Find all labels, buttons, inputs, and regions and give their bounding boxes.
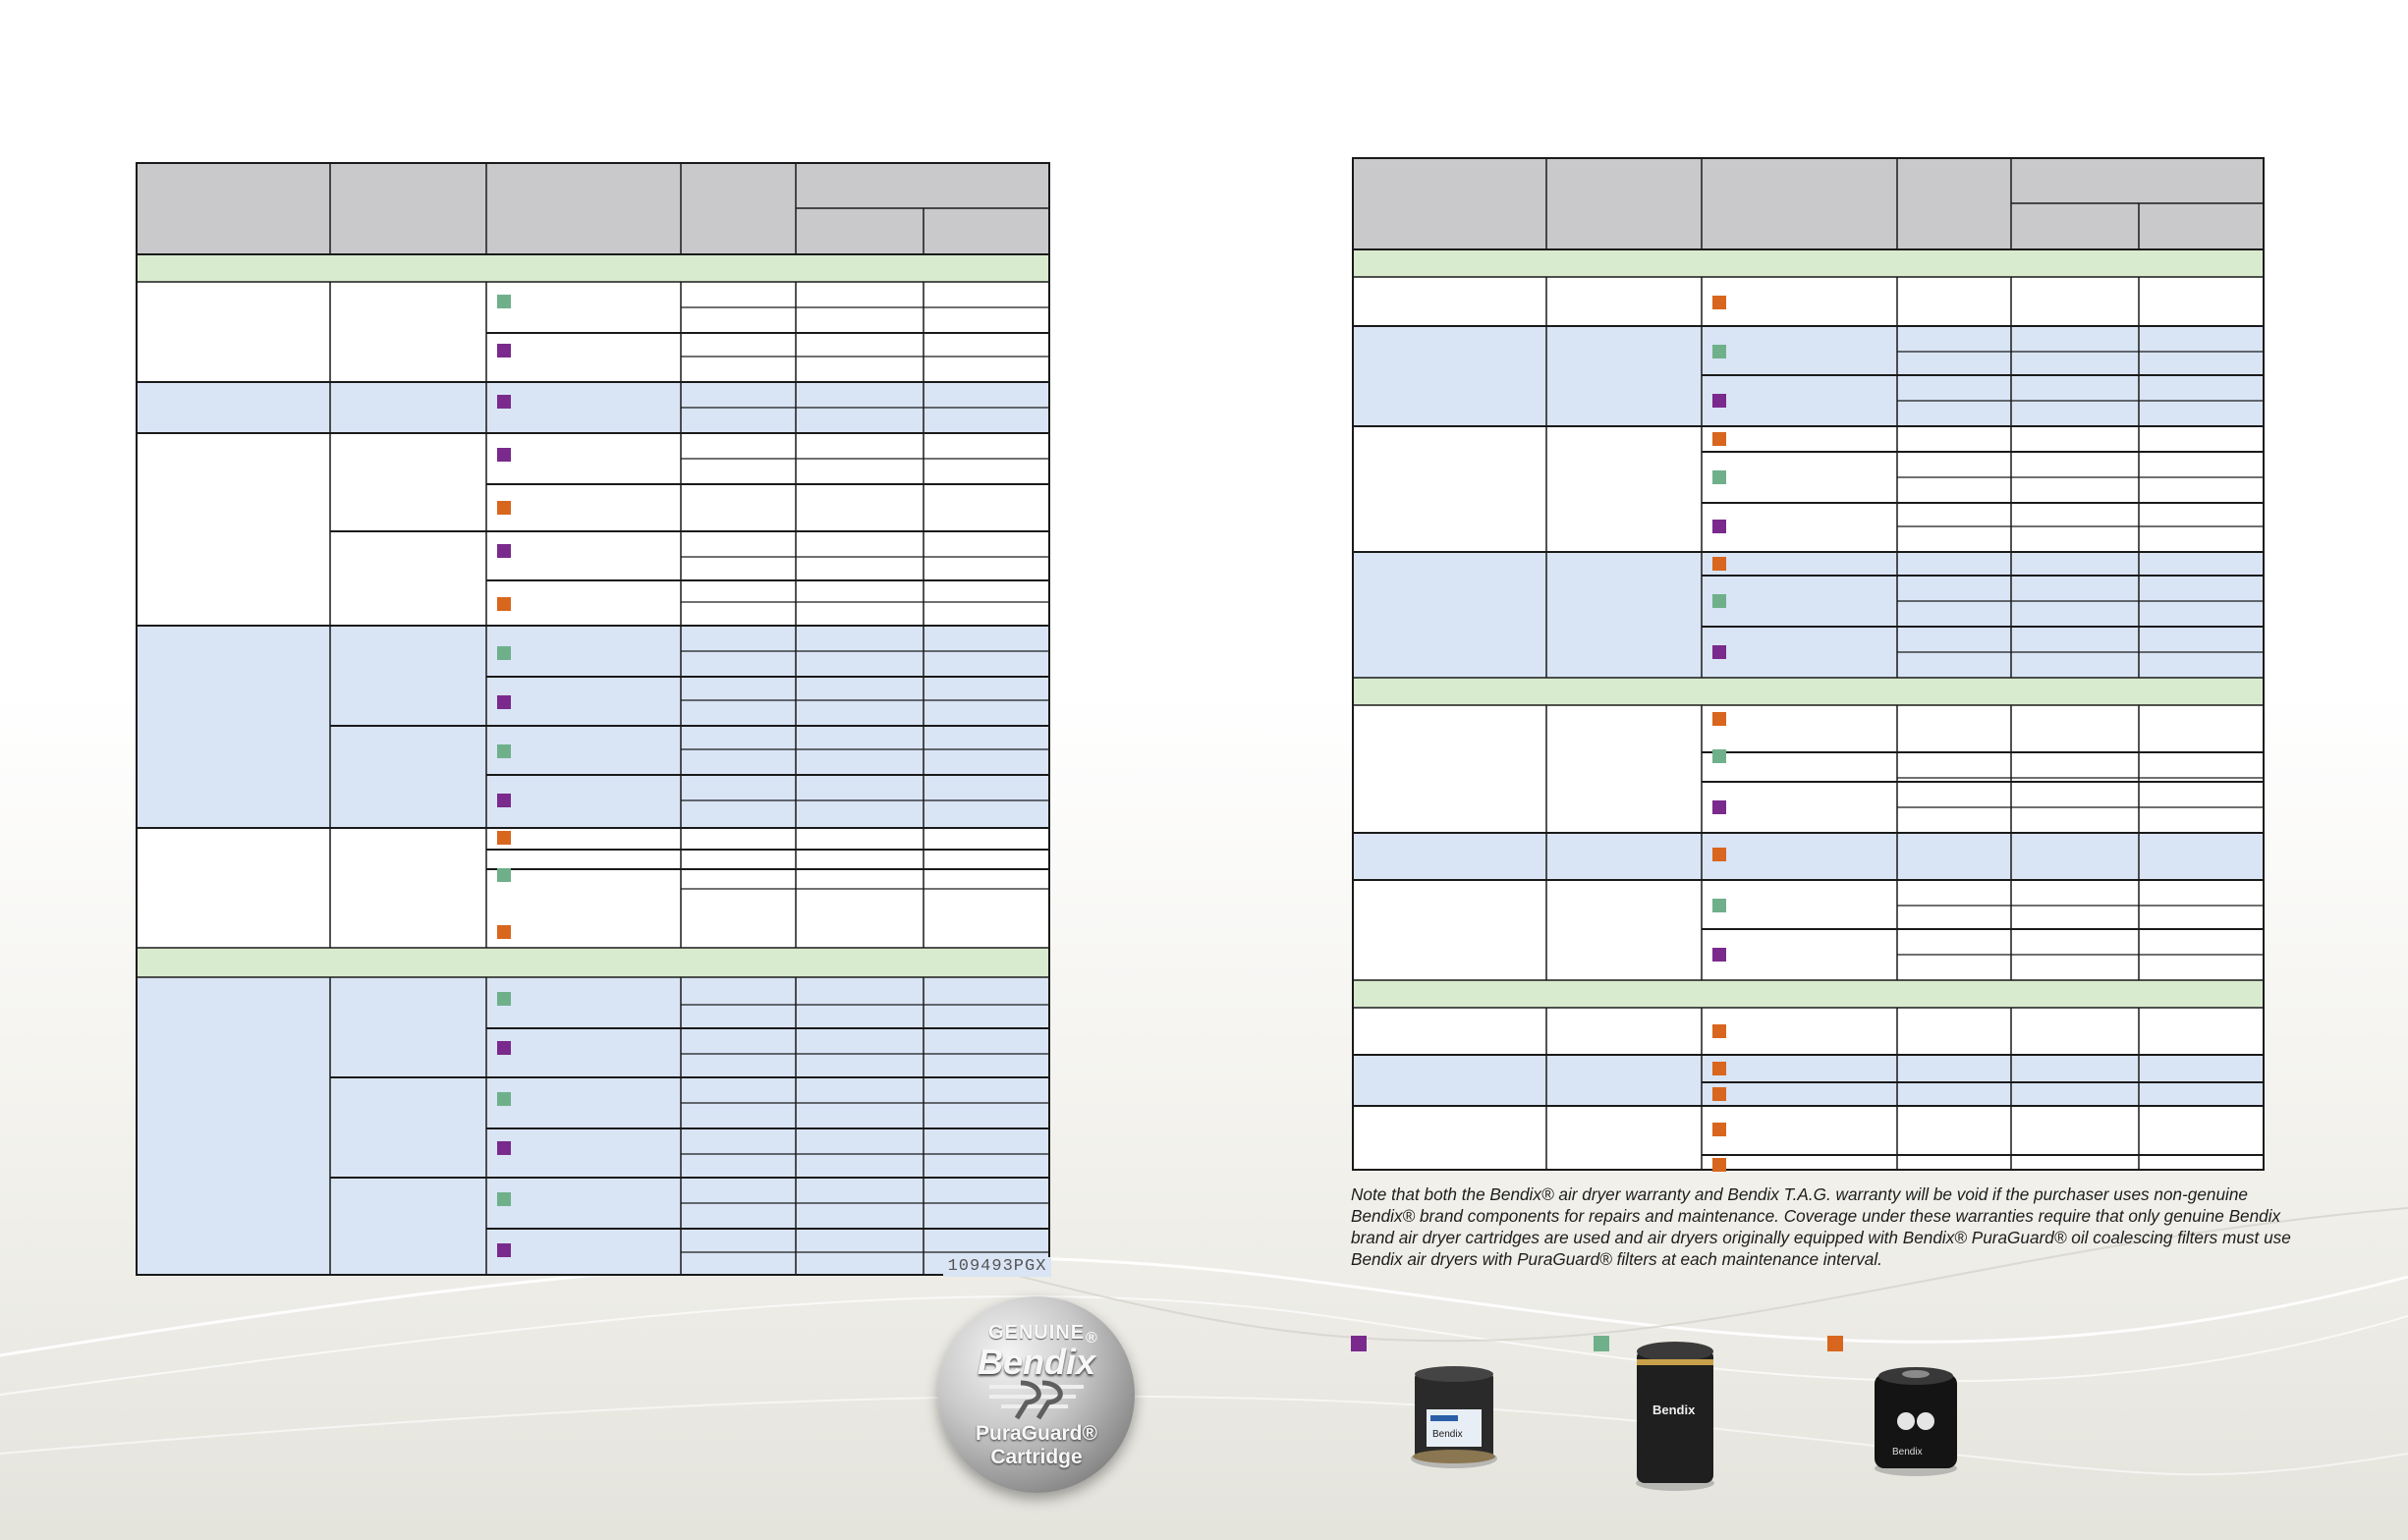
warranty-note: Note that both the Bendix® air dryer warranty and Bendix T.A.G. warranty will be void if the purchaser uses non-genuine Bendix® brand components for repairs and maintenance. Coverage under these warranties require that only genuine Bendix brand air dryer cartridges are used and air dryers originally equipped with Bendix® PuraGuard® oil coalescing filters must use Bendix air dryers with PuraGuard® filters at each maintenance interval. bbox=[1351, 1184, 2291, 1269]
left-band-1 bbox=[136, 254, 1050, 282]
orange-square-icon bbox=[1712, 1123, 1726, 1136]
puraguard-coin-logo bbox=[938, 1296, 1135, 1493]
green-square-icon bbox=[497, 295, 511, 308]
orange-square-icon bbox=[1712, 296, 1726, 309]
right-table bbox=[1352, 157, 2267, 1173]
purple-square-icon bbox=[497, 448, 511, 462]
green-square-icon bbox=[1712, 594, 1726, 608]
purple-square-icon bbox=[1712, 394, 1726, 408]
purple-square-icon bbox=[497, 695, 511, 709]
drop-in-label: Bendix bbox=[1892, 1447, 1923, 1458]
green-square-icon bbox=[497, 744, 511, 758]
puraguard-emblem-icon bbox=[981, 1379, 1092, 1422]
purple-square-icon bbox=[497, 344, 511, 358]
drop-in-cartridge-image bbox=[1867, 1360, 1965, 1478]
orange-square-icon bbox=[497, 831, 511, 845]
right-table-grid bbox=[1352, 157, 2267, 1173]
orange-square-icon bbox=[1712, 432, 1726, 446]
spin-on-cartridge-image bbox=[1405, 1360, 1503, 1473]
orange-square-icon bbox=[1827, 1336, 1843, 1351]
purple-square-icon bbox=[497, 794, 511, 807]
puraguard-cartridge-image bbox=[1631, 1336, 1719, 1493]
left-band-4 bbox=[136, 433, 1050, 626]
purple-square-icon bbox=[497, 1243, 511, 1257]
purple-square-icon bbox=[497, 1141, 511, 1155]
green-square-icon bbox=[1712, 470, 1726, 484]
purple-square-icon bbox=[497, 1041, 511, 1055]
left-band-7 bbox=[136, 948, 1050, 977]
purple-square-icon bbox=[1712, 645, 1726, 659]
right-band-8 bbox=[1352, 833, 2265, 880]
purple-square-icon bbox=[1712, 520, 1726, 533]
right-band-13 bbox=[1352, 1106, 2265, 1171]
orange-square-icon bbox=[1712, 1062, 1726, 1075]
purple-square-icon bbox=[1351, 1336, 1367, 1351]
green-square-icon bbox=[1712, 345, 1726, 358]
coin-genuine-text: GENUINE bbox=[987, 1322, 1086, 1344]
coin-puraguard-text: PuraGuard® bbox=[975, 1422, 1097, 1445]
orange-square-icon bbox=[497, 597, 511, 611]
spin-on-label: Bendix bbox=[1432, 1429, 1463, 1440]
right-band-7 bbox=[1352, 705, 2265, 833]
left-band-8 bbox=[136, 977, 1050, 1276]
purple-square-icon bbox=[1712, 800, 1726, 814]
orange-square-icon bbox=[1712, 848, 1726, 861]
right-band-1 bbox=[1352, 249, 2265, 277]
right-band-12 bbox=[1352, 1055, 2265, 1106]
orange-square-icon bbox=[1712, 1024, 1726, 1038]
right-band-2 bbox=[1352, 277, 2265, 326]
coin-cartridge-text: Cartridge bbox=[990, 1446, 1083, 1468]
orange-square-icon bbox=[1712, 712, 1726, 726]
coin-brand-text: Bendix bbox=[977, 1342, 1096, 1382]
left-band-6 bbox=[136, 828, 1050, 948]
orange-square-icon bbox=[497, 925, 511, 939]
green-square-icon bbox=[497, 992, 511, 1006]
right-band-4 bbox=[1352, 426, 2265, 552]
orange-square-icon bbox=[1712, 1087, 1726, 1101]
purple-square-icon bbox=[1712, 948, 1726, 962]
right-band-6 bbox=[1352, 678, 2265, 705]
green-square-icon bbox=[497, 646, 511, 660]
green-square-icon bbox=[1712, 899, 1726, 912]
purple-square-icon bbox=[497, 544, 511, 558]
orange-square-icon bbox=[497, 501, 511, 515]
right-band-11 bbox=[1352, 1008, 2265, 1055]
left-table bbox=[136, 162, 1052, 1278]
purple-square-icon bbox=[497, 395, 511, 409]
green-square-icon bbox=[1594, 1336, 1609, 1351]
right-band-10 bbox=[1352, 980, 2265, 1008]
green-square-icon bbox=[497, 868, 511, 882]
part-code: 109493PGX bbox=[943, 1257, 1051, 1277]
green-square-icon bbox=[1712, 749, 1726, 763]
green-square-icon bbox=[497, 1192, 511, 1206]
green-square-icon bbox=[497, 1092, 511, 1106]
orange-square-icon bbox=[1712, 557, 1726, 571]
left-table-grid bbox=[136, 162, 1052, 1278]
right-band-5 bbox=[1352, 552, 2265, 678]
orange-square-icon bbox=[1712, 1158, 1726, 1172]
coin-registered-mark: ® bbox=[1086, 1330, 1097, 1347]
puraguard-label: Bendix bbox=[1652, 1402, 1696, 1417]
